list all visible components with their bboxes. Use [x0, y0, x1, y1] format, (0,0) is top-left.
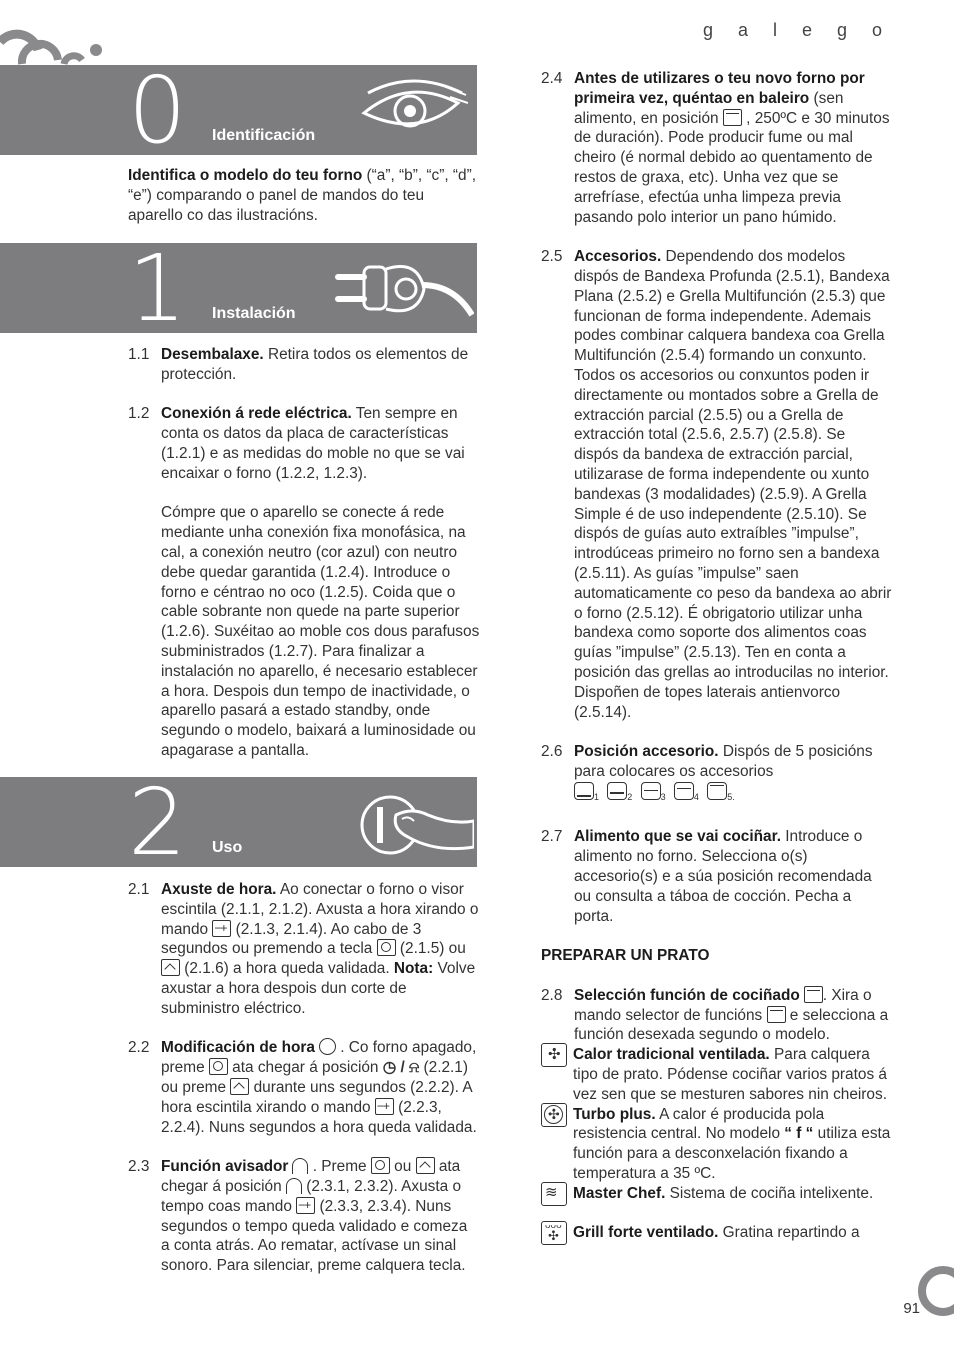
section-heading: PREPARAR UN PRATO	[541, 947, 710, 965]
section-2-band	[0, 769, 477, 876]
plus-minus-knob-icon	[296, 1197, 315, 1214]
section-number: 2	[128, 769, 187, 876]
clock-icon	[319, 1038, 336, 1055]
language-label: g a l e g o	[702, 20, 892, 40]
section-number: 0	[128, 57, 187, 164]
bell-icon	[292, 1158, 308, 1174]
bell-icon	[286, 1178, 302, 1194]
clock-bell-icon: ◷ / ⍾	[382, 1059, 420, 1077]
page-number: 91	[903, 1300, 920, 1317]
clock-key-icon	[377, 939, 396, 956]
plug-icon	[334, 255, 474, 325]
section-0-band	[0, 57, 477, 164]
usage-right-text: 2.4 Antes de utilizares o teu novo forno por primeira vez, quéntao en baleiro (sen alimento, en posición , 250ºC e 30 minutos de duración). Pode producir fume ou mal cheiro (é normal debido ao quentamento de restos de graxa, etc). Unha vez que se arrefríase, efectúa unha limpeza previa pasando polo interior un pano húmido. 2.5 Accesorios. Dependendo dos modelos dispós de Bandexa Profunda (2.5.1), Bandexa Plana (2.5.2) e Grella Multifunción (2.5.3) que funcionan de forma independente. Ademais podes combinar calquera bandexa coa Grella Multifunción (2.5.4) formando un conxunto. Todos os accesorios ou conxuntos poden ir directamente ou montados sobre a Grella de extracción parcial (2.5.5) ou a Grella de extracción total (2.5.6, 2.5.7) (2.5.8). Se dispós da bandexa de extracción parcial, utilizarase de forma independente ou xunto bandexas (3 modalidades) (2.5.9). A Grella Simple é de uso independente (2.5.10). Se dispós de guías auto extraíbles ”impulse”, introdúceas primeiro no forno sen a bandexa (2.5.11). As guías ”impulse” saen automaticamente co peso da bandexa ao abrir o forno (2.5.12). É obrigatorio utilizar unha bandexa como soporte dos alimentos coas guías ”impulse” (2.5.13). Ten en conta a posición das grellas ao introducilas no interior. Dispoñen de topes laterais antienvorco (2.5.14). 2.6 Posición accesorio. Dispós de 5 posicións para colocares os accesorios $_1$ $_2$ $_3$ $_4$ $_{5.}$ 2.7 Alimento que se vai cociñar. Introduce o alimento no forno. Selecciona o(s) accesorio(s) e a súa posición recomendada ou consulta a táboa de cocción. Pecha a porta. PREPARAR UN PRATO 2.8 Selección función de cociñado . Xira o mando selector de funcións e selecciona a función desexada segundo o modelo. ✣ Calor tradicional ventilada. Para calquera tipo de prato. Pódense cociñar varios pratos á vez sen que se mesturen sabores nin cheiros. ✣ Turbo plus. A calor é producida pola resistencia central. No modelo “ f “ utiliza esta función para a desconxelación fixando a temperatura a 35 ºC. ≋ Master Chef. Sistema de cociña intelixente. ᴗᴗᴗ ✣ Grill forte ventilado. Gratina repartindo a	[541, 70, 892, 1244]
shelf-position-icon	[574, 782, 594, 800]
grill-fan-icon: ᴗᴗᴗ ✣	[541, 1221, 567, 1245]
section-title: Identificación	[212, 127, 316, 144]
identification-text: Identifica o modelo do teu forno (“a”, “b”, “c”, “d”, “e”) comparando o panel de mandos do teu aparello co das ilustracións.	[128, 167, 476, 224]
section-1-band	[0, 235, 477, 342]
usage-left-text: 2.1 Axuste de hora. Ao conectar o forno o visor escintila (2.1.1, 2.1.2). Axusta a hora xirando o mando −+ (2.1.3, 2.1.4). Ao cabo de 3 segundos ou premendo a tecla (2.1.5) ou (2.1.6) a hora queda validada. Nota: Volve axustar a hora despois dun corte de subministro eléctrico. 2.2 Modificación de hora . Co forno apagado, preme ata chegar á posición ◷ / ⍾ (2.2.1) ou preme durante uns segundos (2.2.2). A hora escintila xirando o mando −+ (2.2.3, 2.2.4). Nuns segundos a hora queda validada. 2.3 Función avisador . Preme ou ata chegar á posición (2.3.1, 2.3.2). Axusta o tempo coas mando −+ (2.3.3, 2.3.4). Nuns segundos o tempo queda validado e comeza a conta atrás. Ao rematar, actívase un sinal sonoro. Para silenciar, preme calquera tecla.	[128, 880, 480, 1276]
master-chef-icon: ≋	[541, 1182, 567, 1206]
decorative-ring-icon	[918, 1266, 954, 1316]
function-selector-icon	[767, 1006, 786, 1023]
finger-button-icon	[356, 785, 474, 863]
section-title: Instalación	[212, 305, 296, 322]
chevron-up-key-icon	[161, 959, 180, 976]
plus-minus-knob-icon	[375, 1098, 394, 1115]
shelf-position-icon	[674, 782, 694, 800]
clock-key-icon	[209, 1058, 228, 1075]
installation-text: 1.1 Desembalaxe. Retira todos os elementos de protección. 1.2 Conexión á rede eléctrica. Ten sempre en conta os datos da placa de características (1.2.1) e as medidas do moble no que se vai encaixar o forno (1.2.2, 1.2.3). Cómpre que o aparello se conecte á rede mediante unha conexión fixa monofásica, na cal, a conexión neutro (cor azul) con neutro debe quedar garantida (1.2.4). Introduce o forno e céntrao no oco (1.2.5). Coida que o cable sobrante non quede na parte superior (1.2.6). Suxéitao ao moble cos dous parafusos subministrados (1.2.7). Para finalizar a instalación no aparello, é necesario establecer a hora. Despois dun tempo de inactividade, o aparello pasará a estado standby, onde segundo o modelo, baixará a luminosidade ou apagarase a pantalla.	[128, 346, 480, 759]
function-selector-icon	[804, 986, 823, 1003]
decorative-circles-icon	[0, 20, 110, 70]
clock-key-icon	[371, 1157, 390, 1174]
shelf-position-icons: $_1$ $_2$ $_3$ $_4$ $_{5.}$	[574, 783, 739, 800]
shelf-position-icon	[607, 782, 627, 800]
chevron-up-key-icon	[230, 1078, 249, 1095]
shelf-position-icon	[641, 782, 661, 800]
oven-function-icon	[723, 109, 742, 126]
plus-minus-knob-icon	[212, 920, 231, 937]
section-title: Uso	[212, 839, 243, 856]
section-number: 1	[128, 235, 187, 342]
fan-icon: ✣	[541, 1043, 567, 1067]
shelf-position-icon	[707, 782, 727, 800]
turbo-fan-icon: ✣	[541, 1103, 567, 1127]
eye-icon	[358, 73, 468, 145]
chevron-up-key-icon	[416, 1157, 435, 1174]
